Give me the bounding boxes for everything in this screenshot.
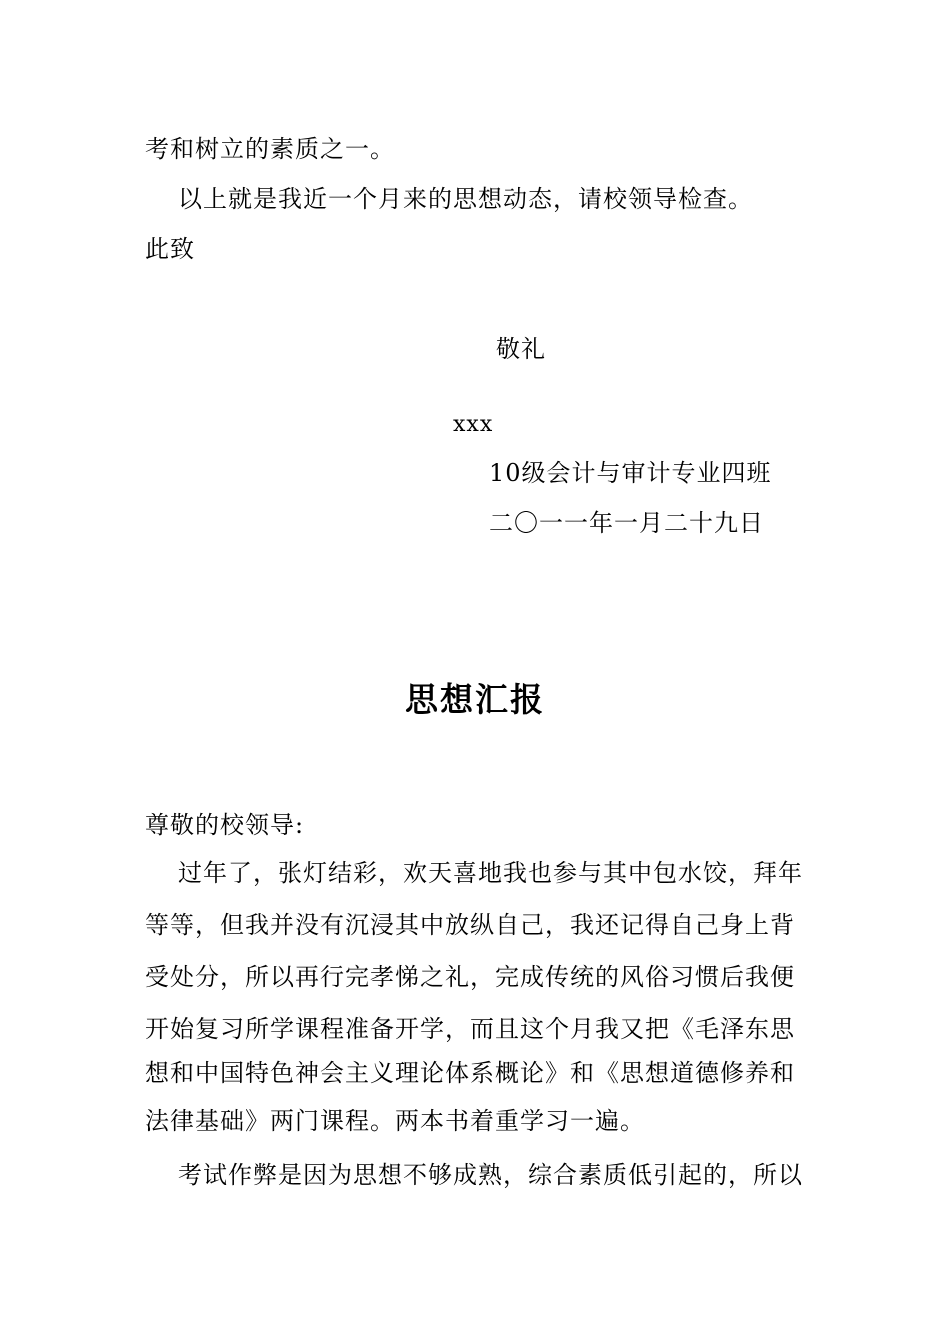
paragraph-1-line: 想和中国特色神会主义理论体系概论》和《思想道德修养和 [145, 1059, 795, 1087]
report-greeting: 尊敬的校领导: [145, 811, 305, 839]
closing-paragraph: 以上就是我近一个月来的思想动态，请校领导检查。 [178, 185, 753, 213]
signature-class: 10级会计与审计专业四班 [489, 459, 772, 487]
signature-name: xxx [453, 412, 494, 437]
previous-letter-continuation: 考和树立的素质之一。 [145, 135, 395, 163]
signature-date: 二〇一一年一月二十九日 [489, 509, 764, 537]
paragraph-1-line: 受处分，所以再行完孝悌之礼，完成传统的风俗习惯后我便 [145, 963, 795, 991]
salutation-jingli: 敬礼 [496, 335, 546, 363]
report-title: 思想汇报 [405, 680, 545, 719]
paragraph-2-line: 考试作弊是因为思想不够成熟，综合素质低引起的，所以 [178, 1161, 803, 1189]
paragraph-1-line: 开始复习所学课程准备开学，而且这个月我又把《毛泽东思 [145, 1015, 795, 1043]
paragraph-1-line: 过年了，张灯结彩，欢天喜地我也参与其中包水饺，拜年 [178, 859, 803, 887]
salutation-cizhi: 此致 [145, 235, 195, 263]
paragraph-1-line: 法律基础》两门课程。两本书着重学习一遍。 [145, 1107, 645, 1135]
paragraph-1-line: 等等，但我并没有沉浸其中放纵自己，我还记得自己身上背 [145, 911, 795, 939]
